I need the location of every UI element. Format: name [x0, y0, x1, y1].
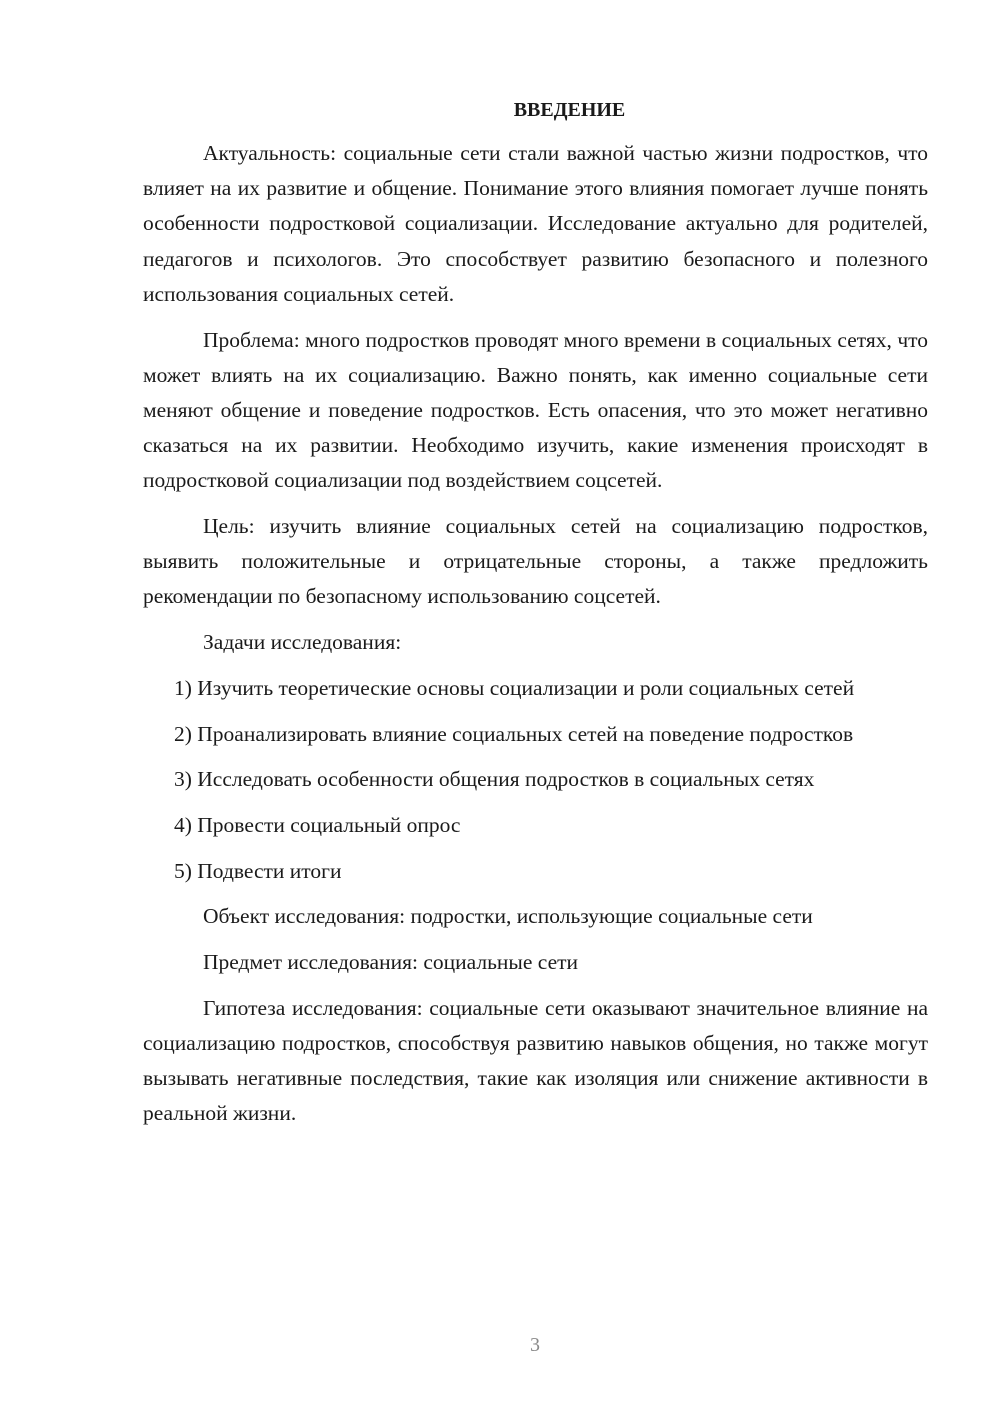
task-item: 4) Провести социальный опрос	[174, 812, 461, 837]
goal-paragraph: Цель: изучить влияние социальных сетей на социализацию подростков, выявить положительные и отрицательные стороны, а также предложить рекомендации по безопасному использованию соцсетей.	[143, 514, 928, 609]
task-item: 2) Проанализировать влияние социальных сетей на поведение подростков	[174, 721, 854, 746]
task-item: 5) Подвести итоги	[174, 858, 342, 883]
task-item: 3) Исследовать особенности общения подростков в социальных сетях	[174, 767, 815, 792]
page-number: 3	[530, 1334, 540, 1356]
relevance-paragraph: Актуальность: социальные сети стали важной частью жизни подростков, что влияет на их развитие и общение. Понимание этого влияния помогает лучше понять особенности подростковой социализации. Исследование актуально для родителей, педагогов и психологов. Это способствует развитию безопасного и полезного использования социальных сетей.	[143, 141, 928, 306]
page-content	[143, 95, 928, 1142]
tasks-list	[143, 671, 928, 889]
hypothesis-paragraph: Гипотеза исследования: социальные сети оказывают значительное влияние на социализацию подростков, способствуя развитию навыков общения, но также могут вызывать негативные последствия, такие как изоляция или снижение активности в реальной жизни.	[143, 995, 928, 1126]
section-heading: ВВЕДЕНИЕ	[513, 99, 626, 121]
tasks-title: Задачи исследования:	[203, 630, 402, 655]
task-item: 1) Изучить теоретические основы социализации и роли социальных сетей	[174, 675, 855, 700]
problem-paragraph: Проблема: много подростков проводят много времени в социальных сетях, что может влиять на их социализацию. Важно понять, как именно социальные сети меняют общение и поведение подростков. Есть опасения, что это может негативно сказаться на их развитии. Необходимо изучить, какие изменения происходят в подростковой социализации под воздействием соцсетей.	[143, 327, 928, 493]
object-paragraph: Объект исследования: подростки, использующие социальные сети	[203, 904, 813, 929]
subject-paragraph: Предмет исследования: социальные сети	[203, 950, 579, 975]
